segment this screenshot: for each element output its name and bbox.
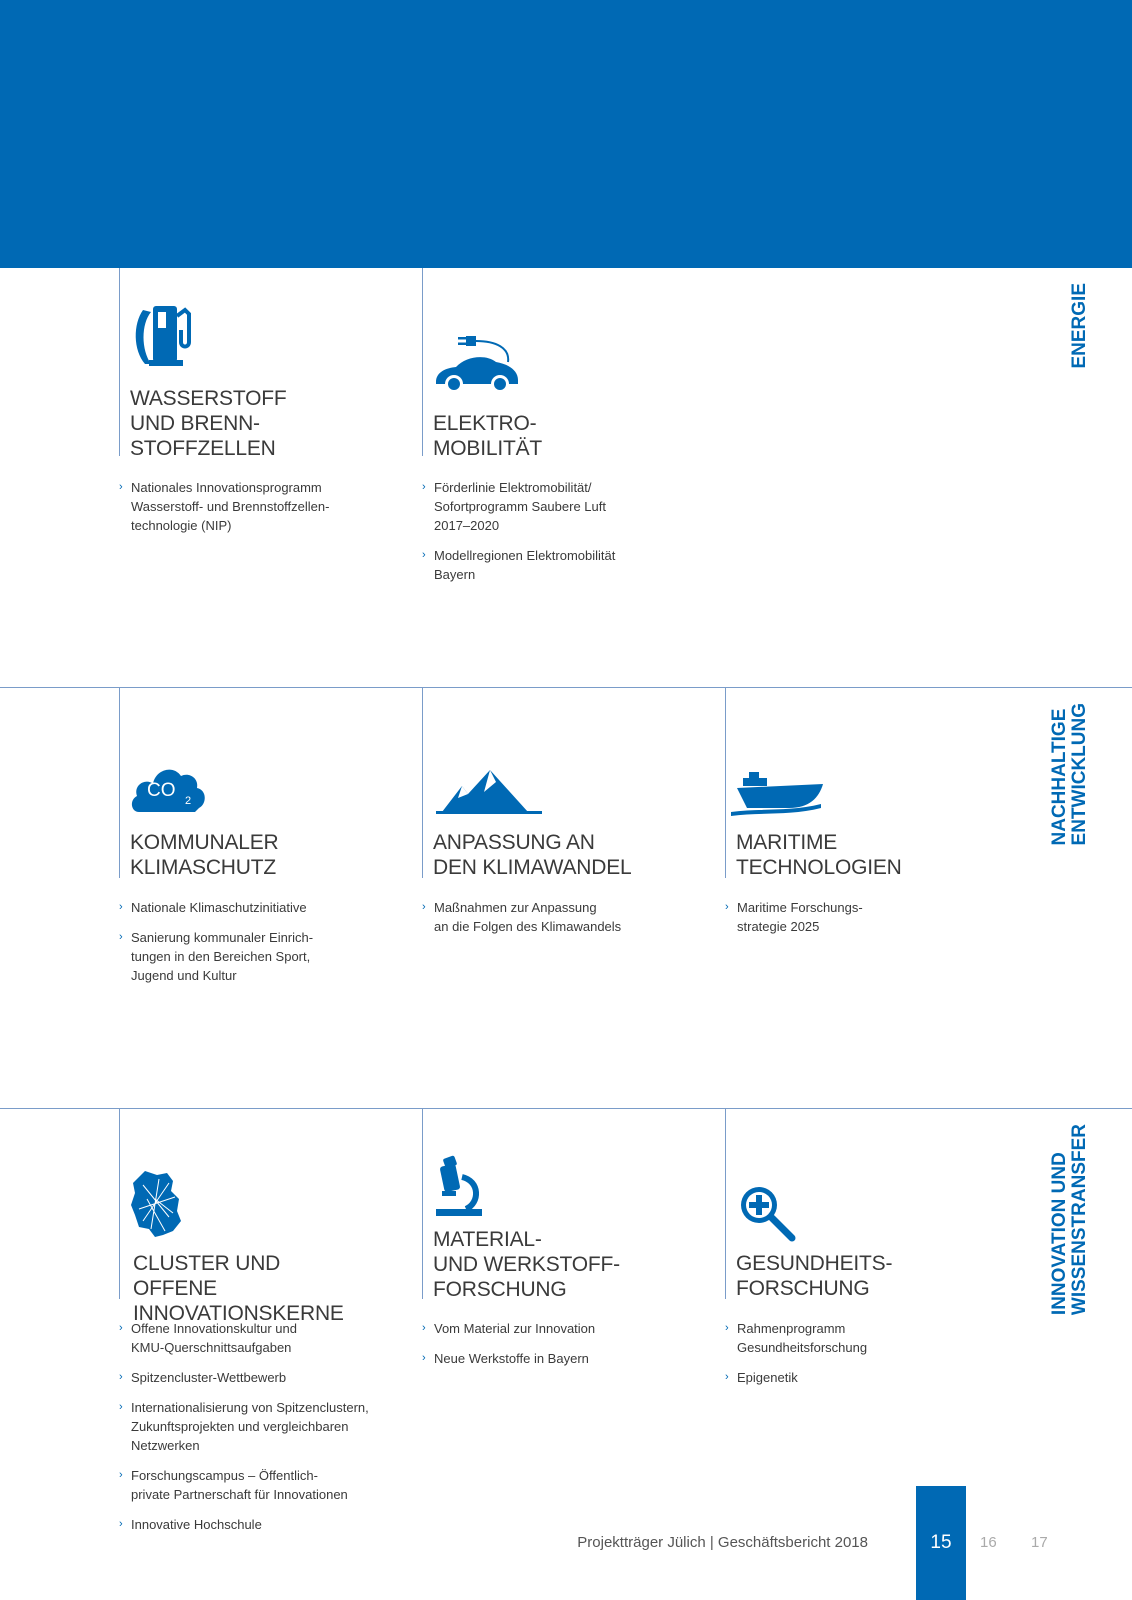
svg-text:2: 2 (185, 795, 192, 807)
chevron-right-icon: › (422, 1352, 426, 1364)
card-title: GESUNDHEITS- FORSCHUNG (736, 1252, 893, 1300)
list-item: › Epigenetik (725, 1370, 798, 1385)
column-rule (725, 688, 726, 878)
card-list (422, 898, 672, 947)
list-item: › Maritime Forschungs- strategie 2025 (725, 900, 863, 934)
chevron-right-icon: › (119, 1322, 123, 1334)
chevron-right-icon: › (422, 549, 426, 561)
card-title: ELEKTRO- MOBILITÄT (433, 412, 543, 460)
list-item: › Innovative Hochschule (119, 1517, 262, 1532)
ship-icon (729, 768, 829, 816)
card-title: ANPASSUNG AN DEN KLIMAWANDEL (433, 831, 632, 879)
page-number-current: 15 (930, 1532, 952, 1553)
chevron-right-icon: › (725, 1371, 729, 1383)
chevron-right-icon: › (119, 1469, 123, 1481)
chevron-right-icon: › (119, 1371, 123, 1383)
co2-cloud-icon (129, 758, 209, 814)
germany-network-icon (129, 1169, 185, 1239)
card-list (725, 1319, 975, 1398)
list-item: › Neue Werkstoffe in Bayern (422, 1351, 589, 1366)
list-item: › Rahmenprogramm Gesundheitsforschung (725, 1321, 868, 1355)
list-item: › Internationalisierung von Spitzenclustern, Zukunftsprojekten und vergleichbaren Netzwerken (119, 1400, 369, 1453)
chevron-right-icon: › (119, 1518, 123, 1530)
footer-publication: Projektträger Jülich | Geschäftsbericht 2018 (577, 1534, 868, 1551)
column-rule (119, 268, 120, 456)
list-item: › Nationales Innovationsprogramm Wasserstoff- und Brennstoffzellen- technologie (NIP) (119, 480, 330, 533)
column-rule (422, 688, 423, 878)
section-divider (0, 1108, 1132, 1109)
card-list (119, 1319, 369, 1545)
chevron-right-icon: › (422, 481, 426, 493)
medical-magnifier-icon (737, 1183, 797, 1243)
list-item: › Modellregionen Elektromobilität Bayern (422, 548, 616, 582)
chevron-right-icon: › (725, 901, 729, 913)
chevron-right-icon: › (119, 931, 123, 943)
list-item: › Forschungscampus – Öffentlich- private Partnerschaft für Innovationen (119, 1468, 348, 1502)
mountain-icon (434, 768, 544, 816)
card-title: WASSERSTOFF UND BRENN- STOFFZELLEN (130, 387, 287, 460)
hydrogen-fuel-pump-icon (131, 302, 197, 368)
card-title: MATERIAL- UND WERKSTOFF- FORSCHUNG (433, 1228, 620, 1301)
column-rule (119, 688, 120, 878)
card-title: MARITIME TECHNOLOGIEN (736, 831, 902, 879)
card-list (422, 1319, 672, 1379)
electric-car-icon (432, 332, 522, 396)
column-rule (422, 268, 423, 456)
header-band (0, 0, 1132, 268)
chevron-right-icon: › (119, 481, 123, 493)
list-item: › Förderlinie Elektromobilität/ Sofortprogramm Saubere Luft 2017–2020 (422, 480, 606, 533)
microscope-icon (432, 1155, 488, 1217)
list-item: › Nationale Klimaschutzinitiative (119, 900, 307, 915)
section-divider (0, 687, 1132, 688)
list-item: › Vom Material zur Innovation (422, 1321, 596, 1336)
section-label-innovation: INNOVATION UND WISSENSTRANSFER (1049, 1124, 1090, 1316)
column-rule (422, 1109, 423, 1299)
card-title: KOMMUNALER KLIMASCHUTZ (130, 831, 279, 879)
chevron-right-icon: › (119, 901, 123, 913)
card-list (422, 478, 672, 595)
chevron-right-icon: › (422, 901, 426, 913)
column-rule (119, 1109, 120, 1299)
card-list (725, 898, 975, 947)
chevron-right-icon: › (422, 1322, 426, 1334)
svg-text:CO: CO (147, 780, 176, 801)
section-label-energie: ENERGIE (1069, 283, 1090, 369)
list-item: › Maßnahmen zur Anpassung an die Folgen des Klimawandels (422, 900, 622, 934)
page-number[interactable]: 16 (980, 1534, 997, 1551)
list-item: › Spitzencluster-Wettbewerb (119, 1370, 287, 1385)
chevron-right-icon: › (119, 1401, 123, 1413)
page-number[interactable]: 17 (1031, 1534, 1048, 1551)
section-label-nachhaltige-entwicklung: NACHHALTIGE ENTWICKLUNG (1049, 703, 1090, 846)
card-title: CLUSTER UND OFFENE INNOVATIONSKERNE (133, 1252, 344, 1325)
chevron-right-icon: › (725, 1322, 729, 1334)
card-list (119, 478, 369, 546)
list-item: › Offene Innovationskultur und KMU-Querschnittsaufgaben (119, 1321, 297, 1355)
column-rule (725, 1109, 726, 1299)
list-item: › Sanierung kommunaler Einrich- tungen in den Bereichen Sport, Jugend und Kultur (119, 930, 314, 983)
card-list (119, 898, 369, 996)
